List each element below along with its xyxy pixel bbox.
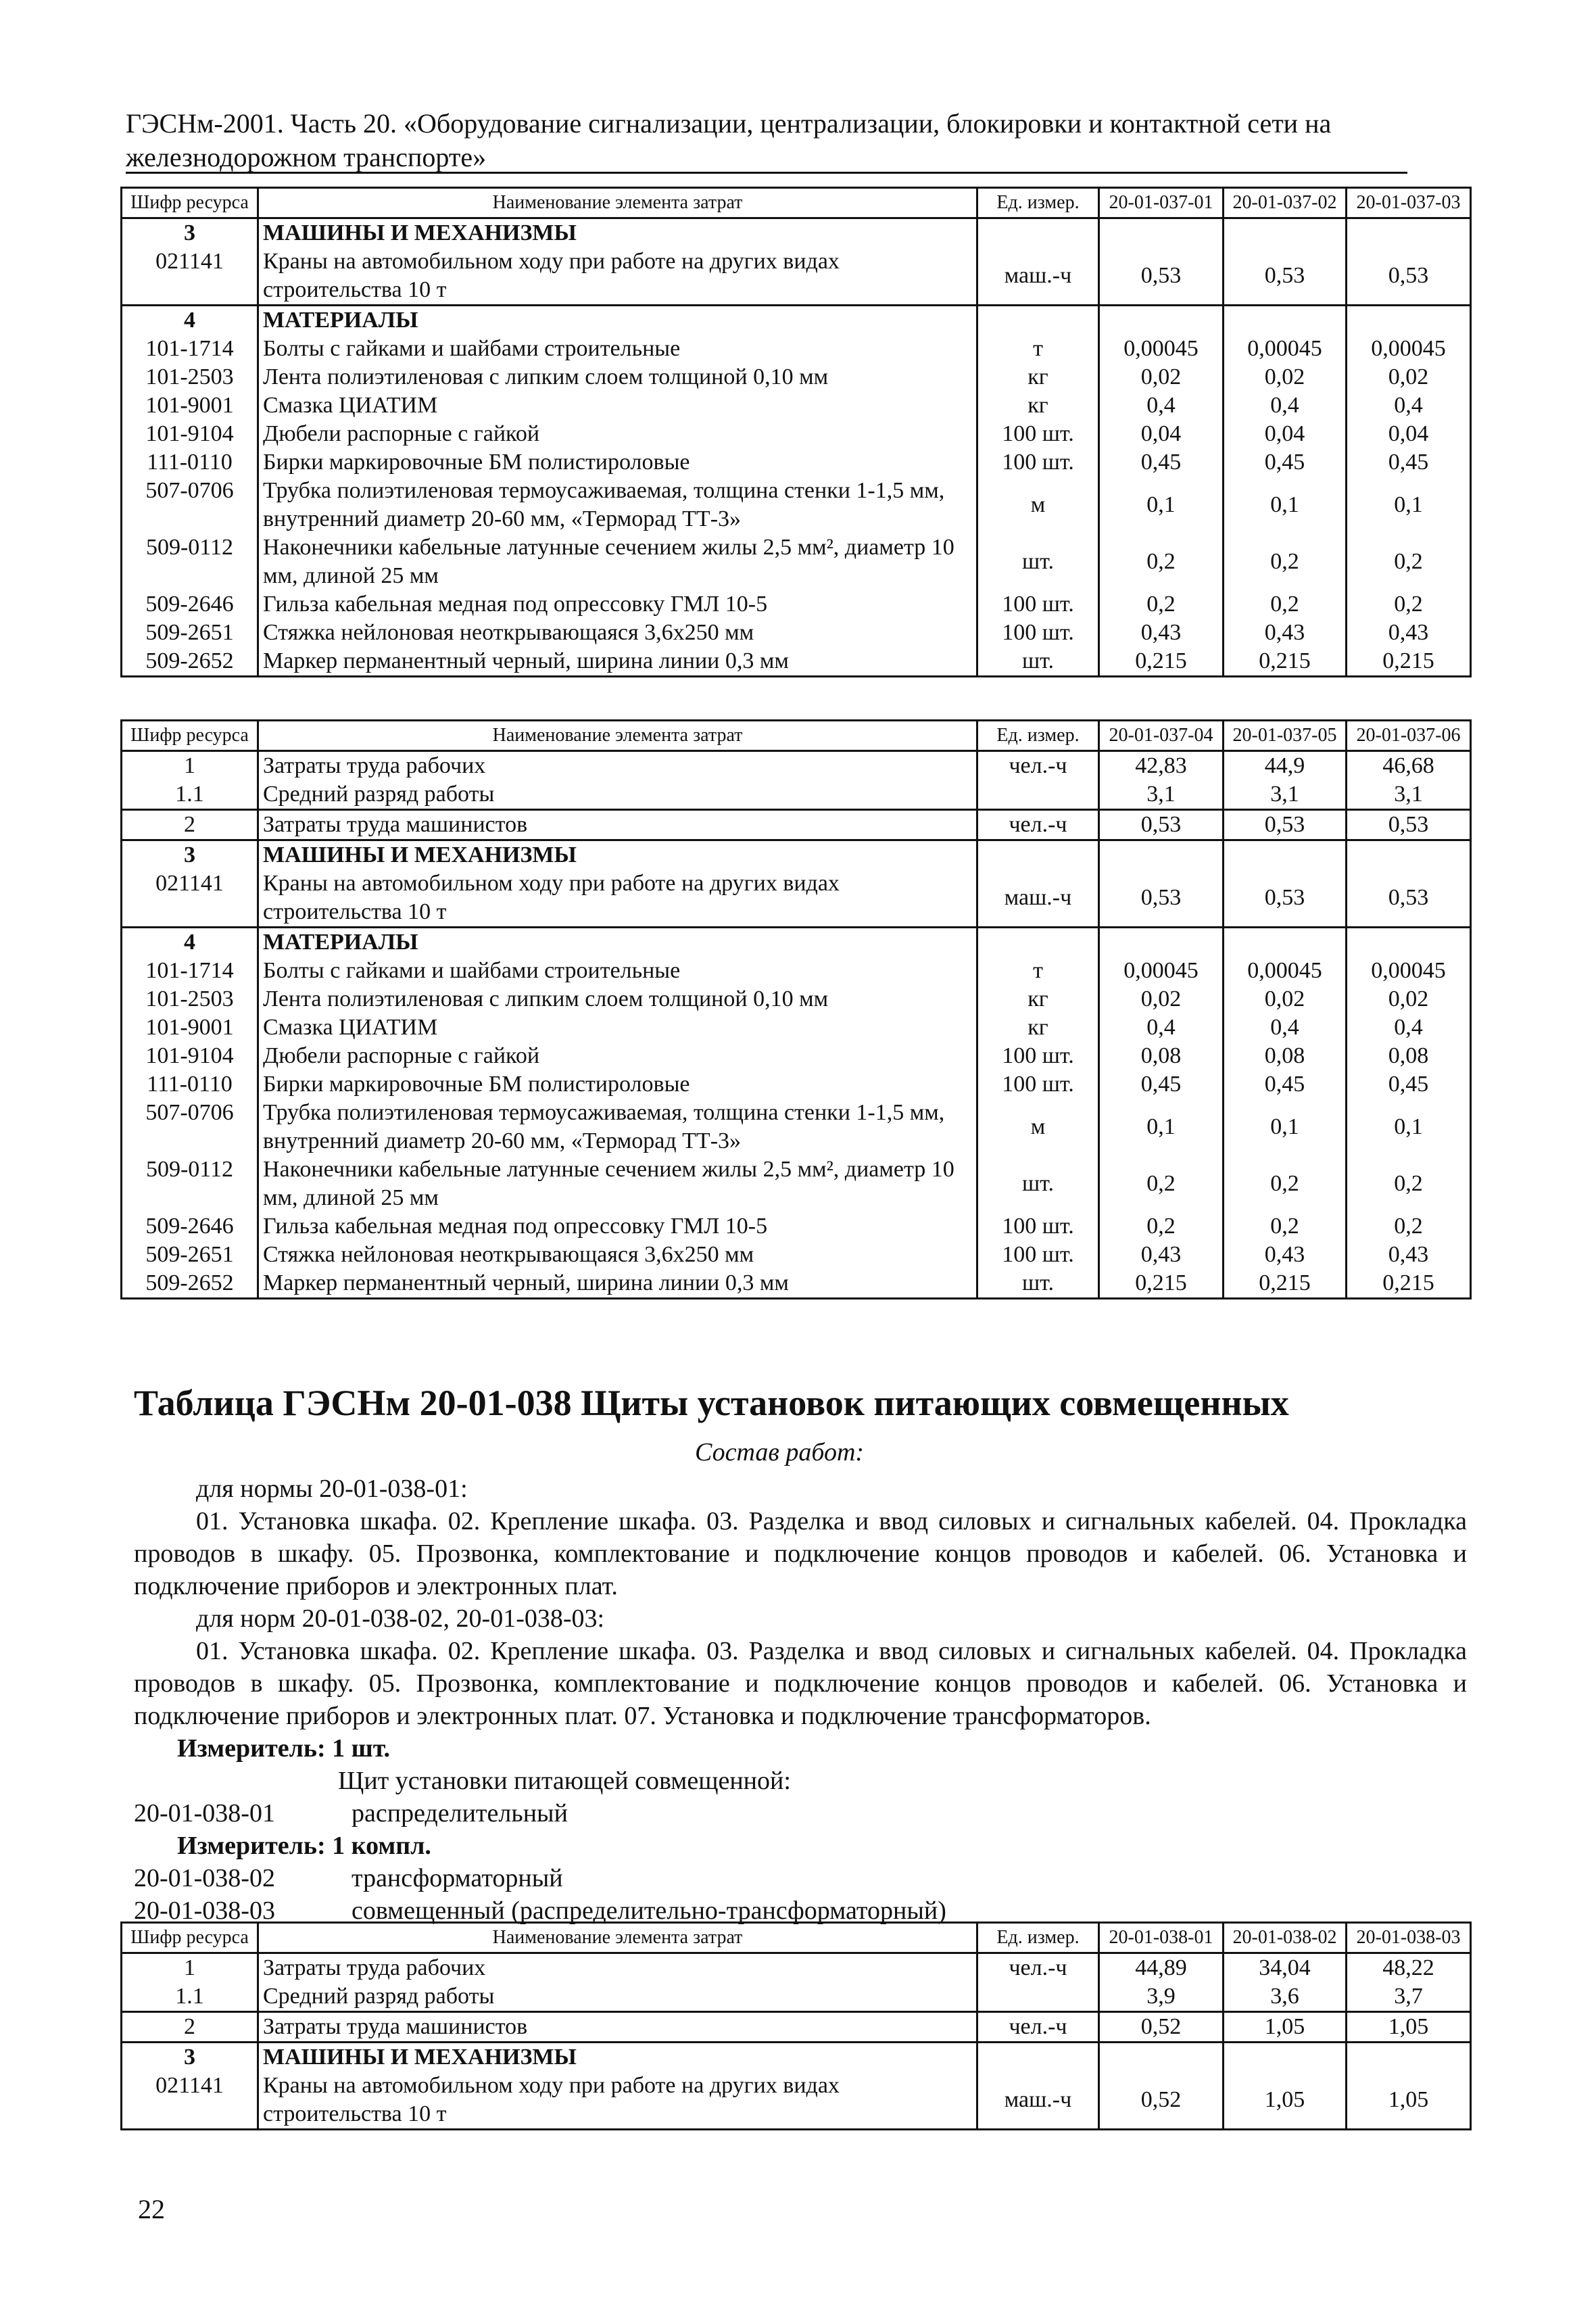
unit: маш.-ч [977, 247, 1099, 306]
table-row [122, 1212, 1471, 1241]
norm-value: 0,4 [1224, 391, 1347, 420]
norm-value: 48,22 [1347, 1953, 1471, 1983]
table-row [122, 306, 1471, 335]
resource-name: МАТЕРИАЛЫ [258, 306, 977, 335]
norm-value: 0,2 [1224, 533, 1347, 590]
resource-code: 509-2651 [122, 619, 258, 647]
norm-value [1347, 306, 1471, 335]
table-row [122, 1241, 1471, 1269]
resource-code: 509-2652 [122, 1269, 258, 1299]
norm-value: 0,08 [1347, 1042, 1471, 1070]
resource-name: Маркер перманентный черный, ширина линии 0,3 мм [258, 1269, 977, 1299]
resource-code: 101-2503 [122, 985, 258, 1013]
norm-value: 0,04 [1224, 420, 1347, 448]
resource-code: 101-9001 [122, 1013, 258, 1042]
table-row [122, 1070, 1471, 1099]
norm-value: 0,4 [1347, 1013, 1471, 1042]
norm-value: 0,02 [1224, 985, 1347, 1013]
header-divider [126, 172, 1407, 174]
resource-name: Болты с гайками и шайбами строительные [258, 957, 977, 985]
norm-value: 0,215 [1099, 647, 1224, 677]
col-header-unit: Ед. измер. [977, 188, 1099, 218]
unit: шт. [977, 1155, 1099, 1212]
norm-value [1099, 840, 1224, 870]
norm-value: 34,04 [1224, 1953, 1347, 1983]
resource-code: 1 [122, 1953, 258, 1983]
unit: чел.-ч [977, 810, 1099, 840]
norm-value: 0,2 [1347, 1212, 1471, 1241]
resource-code: 1.1 [122, 1982, 258, 2012]
unit: 100 шт. [977, 619, 1099, 647]
resource-name: Затраты труда машинистов [258, 810, 977, 840]
norm-value: 0,00045 [1347, 957, 1471, 985]
norm-value: 0,53 [1099, 247, 1224, 306]
norm-value: 3,9 [1099, 1982, 1224, 2012]
unit: шт. [977, 533, 1099, 590]
norm-value: 0,45 [1224, 1070, 1347, 1099]
resource-name: Средний разряд работы [258, 780, 977, 810]
resource-code: 021141 [122, 2072, 258, 2130]
norm-value: 0,08 [1099, 1042, 1224, 1070]
norm-value: 44,89 [1099, 1953, 1224, 1983]
norm-value [1099, 2043, 1224, 2072]
unit [977, 2043, 1099, 2072]
header-row [122, 188, 1471, 218]
norm-value: 0,45 [1224, 448, 1347, 477]
resource-code: 507-0706 [122, 477, 258, 533]
col-header-name: Наименование элемента затрат [258, 188, 977, 218]
unit [977, 218, 1099, 248]
col-header-norm: 20-01-038-03 [1347, 1923, 1471, 1953]
norm-value: 3,1 [1099, 780, 1224, 810]
norm-desc-2: трансформаторный [352, 1864, 563, 1892]
norm-value: 0,02 [1099, 363, 1224, 391]
col-header-name: Наименование элемента затрат [258, 721, 977, 751]
resource-name: Смазка ЦИАТИМ [258, 391, 977, 420]
resource-code: 111-0110 [122, 1070, 258, 1099]
page-header: ГЭСНм-2001. Часть 20. «Оборудование сигнализации, централизации, блокировки и контактной сети на железнодорожном транспорте» [126, 108, 1332, 172]
unit: маш.-ч [977, 2072, 1099, 2130]
resource-name: Краны на автомобильном ходу при работе на других видах строительства 10 т [258, 869, 977, 928]
unit: 100 шт. [977, 1070, 1099, 1099]
norm-value: 0,43 [1347, 619, 1471, 647]
norm-value: 0,1 [1224, 1099, 1347, 1155]
norm-value: 0,00045 [1224, 957, 1347, 985]
norm-value: 0,215 [1099, 1269, 1224, 1299]
norm-value: 1,05 [1347, 2072, 1471, 2130]
resource-table-037-01-03 [120, 187, 1472, 677]
resource-name: Наконечники кабельные латунные сечением жилы 2,5 мм², диаметр 10 мм, длиной 25 мм [258, 1155, 977, 1212]
norm-value [1347, 218, 1471, 248]
col-header-norm: 20-01-038-02 [1224, 1923, 1347, 1953]
unit: шт. [977, 1269, 1099, 1299]
norm-value: 0,00045 [1099, 957, 1224, 985]
header-row [122, 1923, 1471, 1953]
col-header-norm: 20-01-037-03 [1347, 188, 1471, 218]
resource-code: 1 [122, 751, 258, 781]
norm-value: 0,215 [1347, 1269, 1471, 1299]
resource-name: Лента полиэтиленовая с липким слоем толщиной 0,10 мм [258, 985, 977, 1013]
col-header-norm: 20-01-037-02 [1224, 188, 1347, 218]
table-row [122, 810, 1471, 840]
unit: 100 шт. [977, 590, 1099, 619]
table-row [122, 840, 1471, 870]
norm-value: 0,4 [1224, 1013, 1347, 1042]
unit: т [977, 335, 1099, 363]
page-number: 22 [138, 2194, 165, 2224]
norm-value: 3,1 [1224, 780, 1347, 810]
norm-value: 3,1 [1347, 780, 1471, 810]
unit [977, 840, 1099, 870]
resource-name: Стяжка нейлоновая неоткрывающаяся 3,6х250 мм [258, 1241, 977, 1269]
norm-value: 0,53 [1224, 247, 1347, 306]
norm-value [1099, 928, 1224, 957]
resource-code: 509-2646 [122, 590, 258, 619]
col-header-code: Шифр ресурса [122, 188, 258, 218]
table-row [122, 751, 1471, 781]
table-row [122, 1982, 1471, 2012]
norm-1-label: для нормы 20-01-038-01: [196, 1475, 468, 1503]
resource-name: МАШИНЫ И МЕХАНИЗМЫ [258, 2043, 977, 2072]
table-row [122, 1099, 1471, 1155]
norm-value: 0,53 [1099, 810, 1224, 840]
unit: 100 шт. [977, 1042, 1099, 1070]
resource-name: Гильза кабельная медная под опрессовку ГМЛ 10-5 [258, 1212, 977, 1241]
norm-value: 0,02 [1099, 985, 1224, 1013]
table-row [122, 985, 1471, 1013]
norm-desc-1: распределительный [352, 1799, 568, 1828]
unit: кг [977, 1013, 1099, 1042]
norm-value: 0,2 [1224, 1155, 1347, 1212]
table-row [122, 533, 1471, 590]
norm-value: 0,1 [1224, 477, 1347, 533]
norm-value: 0,45 [1099, 1070, 1224, 1099]
table-row [122, 2043, 1471, 2072]
table-row [122, 1042, 1471, 1070]
header-row [122, 721, 1471, 751]
unit [977, 780, 1099, 810]
resource-name: Смазка ЦИАТИМ [258, 1013, 977, 1042]
shield-label: Щит установки питающей совмещенной: [338, 1767, 791, 1795]
col-header-norm: 20-01-038-01 [1099, 1923, 1224, 1953]
norm-value: 0,52 [1099, 2072, 1224, 2130]
unit [977, 306, 1099, 335]
norm-value: 0,4 [1099, 391, 1224, 420]
norm-value: 0,1 [1099, 477, 1224, 533]
resource-name: Болты с гайками и шайбами строительные [258, 335, 977, 363]
norm-value: 0,2 [1347, 533, 1471, 590]
unit: 100 шт. [977, 1212, 1099, 1241]
table-row [122, 1155, 1471, 1212]
resource-table-038 [120, 1922, 1472, 2130]
resource-code: 3 [122, 218, 258, 248]
resource-code: 101-9001 [122, 391, 258, 420]
norm-code-2: 20-01-038-02 [134, 1864, 275, 1892]
resource-name: Дюбели распорные с гайкой [258, 420, 977, 448]
norm-value: 44,9 [1224, 751, 1347, 781]
resource-code: 509-0112 [122, 1155, 258, 1212]
norm-value: 0,52 [1099, 2012, 1224, 2043]
unit: м [977, 1099, 1099, 1155]
unit: 100 шт. [977, 1241, 1099, 1269]
table-row [122, 335, 1471, 363]
resource-code: 509-2651 [122, 1241, 258, 1269]
norm-value: 0,53 [1347, 247, 1471, 306]
resource-name: МАТЕРИАЛЫ [258, 928, 977, 957]
unit: кг [977, 363, 1099, 391]
resource-code: 2 [122, 810, 258, 840]
resource-name: МАШИНЫ И МЕХАНИЗМЫ [258, 218, 977, 248]
resource-name: МАШИНЫ И МЕХАНИЗМЫ [258, 840, 977, 870]
norm-value: 0,08 [1224, 1042, 1347, 1070]
norm-value: 0,02 [1347, 985, 1471, 1013]
norm-value: 0,53 [1224, 810, 1347, 840]
norm-value: 3,7 [1347, 1982, 1471, 2012]
unit: т [977, 957, 1099, 985]
col-header-name: Наименование элемента затрат [258, 1923, 977, 1953]
meter-1: Измеритель: 1 шт. [177, 1734, 391, 1763]
resource-name: Краны на автомобильном ходу при работе на других видах строительства 10 т [258, 2072, 977, 2130]
table-row [122, 218, 1471, 248]
resource-name: Бирки маркировочные БМ полистироловые [258, 448, 977, 477]
resource-code: 509-2652 [122, 647, 258, 677]
norm-value: 0,53 [1347, 810, 1471, 840]
unit: чел.-ч [977, 1953, 1099, 1983]
norm-value: 0,02 [1347, 363, 1471, 391]
resource-code: 3 [122, 840, 258, 870]
col-header-code: Шифр ресурса [122, 721, 258, 751]
resource-name: Наконечники кабельные латунные сечением жилы 2,5 мм², диаметр 10 мм, длиной 25 мм [258, 533, 977, 590]
table-row [122, 957, 1471, 985]
unit: шт. [977, 647, 1099, 677]
norm-value [1099, 306, 1224, 335]
table-row [122, 590, 1471, 619]
norm-value: 0,2 [1099, 1212, 1224, 1241]
norm-value: 0,2 [1099, 1155, 1224, 1212]
unit: кг [977, 985, 1099, 1013]
table-row [122, 1953, 1471, 1983]
resource-code: 2 [122, 2012, 258, 2043]
table-row [122, 619, 1471, 647]
norm-value: 1,05 [1224, 2012, 1347, 2043]
norm-value: 0,00045 [1099, 335, 1224, 363]
norm-code-3: 20-01-038-03 [134, 1896, 275, 1925]
norm-value: 0,215 [1347, 647, 1471, 677]
norm-value: 0,1 [1347, 477, 1471, 533]
norm-value [1224, 840, 1347, 870]
norm-value: 0,00045 [1224, 335, 1347, 363]
norm-value: 0,1 [1347, 1099, 1471, 1155]
norm-value: 46,68 [1347, 751, 1471, 781]
table-row [122, 647, 1471, 677]
norm-value: 0,43 [1099, 1241, 1224, 1269]
table-row [122, 448, 1471, 477]
resource-name: Лента полиэтиленовая с липким слоем толщиной 0,10 мм [258, 363, 977, 391]
unit: маш.-ч [977, 869, 1099, 928]
resource-code: 507-0706 [122, 1099, 258, 1155]
resource-name: Затраты труда рабочих [258, 1953, 977, 1983]
norm-value: 0,45 [1347, 1070, 1471, 1099]
resource-code: 101-1714 [122, 335, 258, 363]
resource-name: Затраты труда рабочих [258, 751, 977, 781]
resource-code: 509-2646 [122, 1212, 258, 1241]
resource-code: 021141 [122, 247, 258, 306]
table-row [122, 928, 1471, 957]
norm-1-text: 01. Установка шкафа. 02. Крепление шкафа. 03. Разделка и ввод силовых и сигнальных кабелей. 04. Прокладка проводов в шкафу. 05. Прозвонка, комплектование и подключение концов проводов и кабелей. 06. Установка и подключение приборов и электронных плат. [134, 1507, 1467, 1600]
norm-value: 0,2 [1347, 590, 1471, 619]
norm-value: 0,2 [1347, 1155, 1471, 1212]
table-row [122, 420, 1471, 448]
resource-name: Бирки маркировочные БМ полистироловые [258, 1070, 977, 1099]
norm-value [1347, 2043, 1471, 2072]
norm-value: 0,45 [1099, 448, 1224, 477]
norm-value: 0,43 [1099, 619, 1224, 647]
unit: 100 шт. [977, 420, 1099, 448]
meter-2: Измеритель: 1 компл. [177, 1832, 431, 1860]
resource-name: Средний разряд работы [258, 1982, 977, 2012]
table-row [122, 1269, 1471, 1299]
resource-name: Трубка полиэтиленовая термоусаживаемая, толщина стенки 1-1,5 мм, внутренний диаметр 20-60 мм, «Терморад ТТ-3» [258, 1099, 977, 1155]
norm-value: 0,04 [1347, 420, 1471, 448]
norm-value: 0,43 [1347, 1241, 1471, 1269]
resource-code: 3 [122, 2043, 258, 2072]
table-row [122, 391, 1471, 420]
work-composition-label: Состав работ: [695, 1438, 865, 1466]
table-row [122, 780, 1471, 810]
norm-value: 0,2 [1099, 590, 1224, 619]
norm-value: 0,53 [1099, 869, 1224, 928]
resource-name: Дюбели распорные с гайкой [258, 1042, 977, 1070]
unit: м [977, 477, 1099, 533]
norm-value [1347, 840, 1471, 870]
norm-value: 0,43 [1224, 619, 1347, 647]
table-row [122, 247, 1471, 306]
col-header-unit: Ед. измер. [977, 1923, 1099, 1953]
unit: чел.-ч [977, 751, 1099, 781]
norm-value [1347, 928, 1471, 957]
norm-value: 1,05 [1224, 2072, 1347, 2130]
resource-name: Краны на автомобильном ходу при работе на других видах строительства 10 т [258, 247, 977, 306]
unit: 100 шт. [977, 448, 1099, 477]
col-header-norm: 20-01-037-01 [1099, 188, 1224, 218]
norm-value: 3,6 [1224, 1982, 1347, 2012]
resource-code: 101-9104 [122, 420, 258, 448]
norm-2-3-label: для норм 20-01-038-02, 20-01-038-03: [196, 1604, 605, 1633]
resource-code: 509-0112 [122, 533, 258, 590]
resource-code: 101-2503 [122, 363, 258, 391]
table-row [122, 869, 1471, 928]
resource-name: Трубка полиэтиленовая термоусаживаемая, толщина стенки 1-1,5 мм, внутренний диаметр 20-60 мм, «Терморад ТТ-3» [258, 477, 977, 533]
section-title: Таблица ГЭСНм 20-01-038 Щиты установок питающих совмещенных [134, 1383, 1289, 1423]
resource-name: Маркер перманентный черный, ширина линии 0,3 мм [258, 647, 977, 677]
table-row [122, 2012, 1471, 2043]
col-header-code: Шифр ресурса [122, 1923, 258, 1953]
norm-value: 0,1 [1099, 1099, 1224, 1155]
resource-code: 101-1714 [122, 957, 258, 985]
resource-name: Стяжка нейлоновая неоткрывающаяся 3,6х250 мм [258, 619, 977, 647]
resource-name: Гильза кабельная медная под опрессовку ГМЛ 10-5 [258, 590, 977, 619]
col-header-norm: 20-01-037-05 [1224, 721, 1347, 751]
norm-value: 0,00045 [1347, 335, 1471, 363]
norm-2-3-text: 01. Установка шкафа. 02. Крепление шкафа. 03. Разделка и ввод силовых и сигнальных кабелей. 04. Прокладка проводов в шкафу. 05. Прозвонка, комплектование и подключение концов проводов и кабелей. 06. Установка и подключение приборов и электронных плат. 07. Установка и подключение трансформаторов. [134, 1637, 1467, 1730]
norm-value: 0,2 [1224, 1212, 1347, 1241]
col-header-norm: 20-01-037-04 [1099, 721, 1224, 751]
table-row [122, 2072, 1471, 2130]
norm-value: 0,02 [1224, 363, 1347, 391]
resource-code: 111-0110 [122, 448, 258, 477]
resource-table-037-04-06 [120, 719, 1472, 1299]
norm-value: 0,43 [1224, 1241, 1347, 1269]
norm-value: 0,215 [1224, 647, 1347, 677]
table-row [122, 1013, 1471, 1042]
norm-value: 0,04 [1099, 420, 1224, 448]
norm-value: 0,53 [1347, 869, 1471, 928]
resource-code: 1.1 [122, 780, 258, 810]
table-row [122, 477, 1471, 533]
norm-value: 0,4 [1099, 1013, 1224, 1042]
norm-value: 1,05 [1347, 2012, 1471, 2043]
table-row [122, 363, 1471, 391]
norm-desc-3: совмещенный (распределительно-трансформаторный) [352, 1896, 946, 1925]
norm-value: 0,4 [1347, 391, 1471, 420]
unit: чел.-ч [977, 2012, 1099, 2043]
col-header-norm: 20-01-037-06 [1347, 721, 1471, 751]
resource-code: 021141 [122, 869, 258, 928]
norm-value [1099, 218, 1224, 248]
norm-value: 42,83 [1099, 751, 1224, 781]
norm-value: 0,45 [1347, 448, 1471, 477]
norm-value [1224, 306, 1347, 335]
resource-code: 4 [122, 928, 258, 957]
col-header-unit: Ед. измер. [977, 721, 1099, 751]
unit [977, 928, 1099, 957]
unit [977, 1982, 1099, 2012]
norm-value [1224, 928, 1347, 957]
norm-value: 0,2 [1099, 533, 1224, 590]
norm-value: 0,2 [1224, 590, 1347, 619]
norm-value: 0,215 [1224, 1269, 1347, 1299]
resource-name: Затраты труда машинистов [258, 2012, 977, 2043]
resource-code: 101-9104 [122, 1042, 258, 1070]
norm-value [1224, 218, 1347, 248]
norm-code-1: 20-01-038-01 [134, 1799, 275, 1828]
resource-code: 4 [122, 306, 258, 335]
unit: кг [977, 391, 1099, 420]
norm-value: 0,53 [1224, 869, 1347, 928]
norm-value [1224, 2043, 1347, 2072]
